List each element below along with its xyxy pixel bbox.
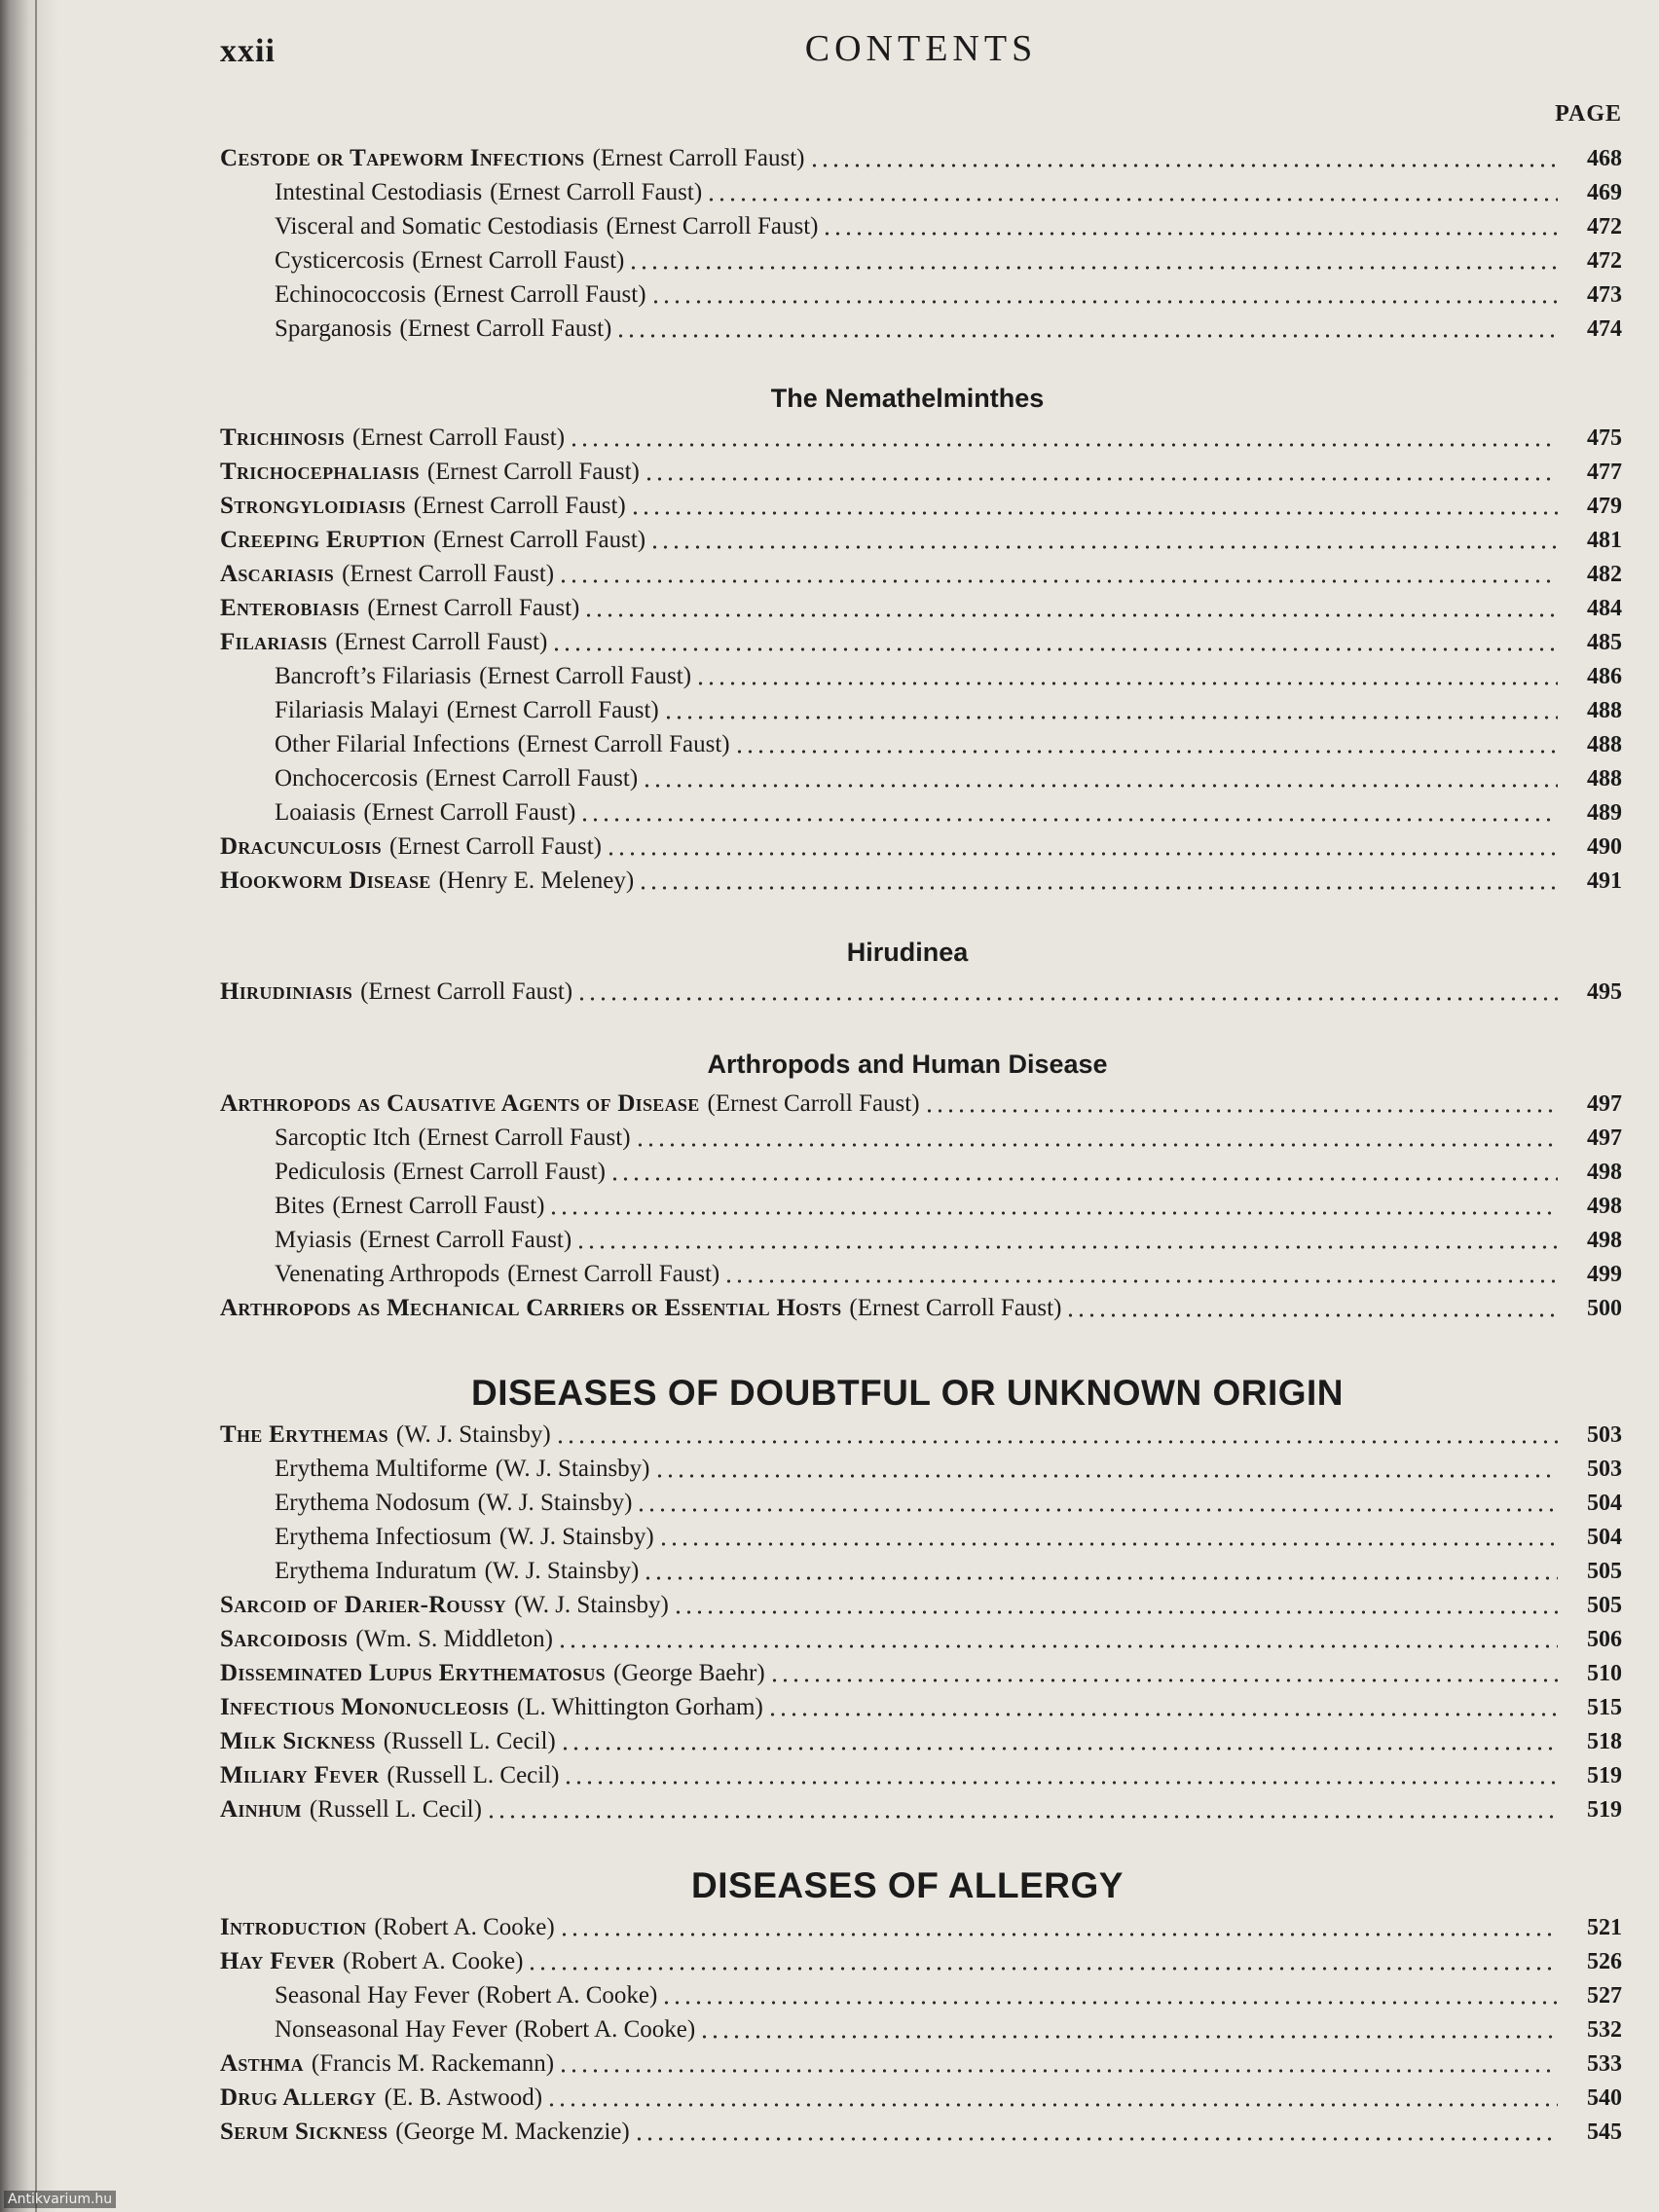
contents-subentry bbox=[220, 1121, 1622, 1155]
major-section-heading: DISEASES OF ALLERGY bbox=[691, 1865, 1124, 1905]
dot-leader bbox=[699, 2035, 1558, 2039]
contents-entry bbox=[220, 1944, 1622, 1978]
entry-page-number: 515 bbox=[1587, 1695, 1622, 1720]
entry-page-number: 482 bbox=[1587, 562, 1622, 587]
entry-title: Milk Sickness bbox=[220, 1728, 376, 1754]
dot-leader bbox=[558, 579, 1558, 583]
entry-page-number: 468 bbox=[1587, 146, 1622, 171]
entry-page-number: 488 bbox=[1587, 698, 1622, 723]
dot-leader bbox=[1065, 1313, 1558, 1317]
entry-title: Visceral and Somatic Cestodiasis bbox=[275, 213, 599, 240]
entry-page-number: 540 bbox=[1587, 2085, 1622, 2111]
section-heading: Hirudinea bbox=[846, 938, 969, 967]
entry-page-number: 484 bbox=[1587, 596, 1622, 621]
section-arthropods bbox=[220, 1042, 1622, 1325]
contents-entry bbox=[220, 1656, 1622, 1690]
contents-list bbox=[220, 1087, 1622, 1325]
entry-title: Serum Sickness bbox=[220, 2119, 388, 2145]
entry-author: (L. Whittington Gorham) bbox=[516, 1694, 763, 1720]
dot-leader bbox=[723, 1279, 1558, 1283]
section-heading: Arthropods and Human Disease bbox=[707, 1050, 1108, 1079]
entry-page-number: 489 bbox=[1587, 800, 1622, 826]
contents-subentry bbox=[220, 693, 1622, 727]
entry-page-number: 504 bbox=[1587, 1525, 1622, 1550]
entry-title: Trichocephaliasis bbox=[220, 459, 420, 485]
dot-leader bbox=[809, 164, 1559, 167]
contents-subentry bbox=[220, 1978, 1622, 2012]
entry-author: (Ernest Carroll Faust) bbox=[388, 833, 602, 860]
entry-title: Bites bbox=[275, 1193, 325, 1219]
contents-entry bbox=[220, 2081, 1622, 2115]
section-nemathelminthes bbox=[220, 376, 1622, 898]
entry-title: Arthropods as Causative Agents of Disease bbox=[220, 1090, 700, 1117]
dot-leader bbox=[654, 1474, 1558, 1478]
entry-page-number: 469 bbox=[1587, 180, 1622, 205]
entry-title: Pediculosis bbox=[275, 1159, 386, 1185]
entry-title: Creeping Eruption bbox=[220, 527, 426, 553]
entry-page-number: 485 bbox=[1587, 630, 1622, 655]
entry-title: Erythema Multiforme bbox=[275, 1456, 488, 1482]
contents-subentry bbox=[220, 1223, 1622, 1257]
entry-page-number: 545 bbox=[1587, 2120, 1622, 2145]
entry-title: Hirudiniasis bbox=[220, 978, 353, 1005]
entry-page-number: 504 bbox=[1587, 1491, 1622, 1516]
contents-entry bbox=[220, 489, 1622, 523]
entry-page-number: 497 bbox=[1587, 1091, 1622, 1117]
contents-list bbox=[220, 1418, 1622, 1826]
entry-page-number: 505 bbox=[1587, 1559, 1622, 1584]
entry-author: (Ernest Carroll Faust) bbox=[507, 1261, 720, 1287]
entry-title: Hay Fever bbox=[220, 1948, 336, 1974]
entry-author: (Ernest Carroll Faust) bbox=[479, 663, 692, 689]
entry-author: (W. J. Stainsby) bbox=[495, 1456, 650, 1482]
contents-subentry bbox=[220, 175, 1622, 209]
dot-leader bbox=[630, 511, 1558, 515]
entry-author: (W. J. Stainsby) bbox=[477, 1490, 633, 1516]
contents-entry bbox=[220, 2115, 1622, 2149]
entry-author: (Ernest Carroll Faust) bbox=[490, 179, 703, 205]
section-doubtful-origin bbox=[220, 1369, 1622, 1826]
contents-subentry bbox=[220, 243, 1622, 277]
entry-title: Trichinosis bbox=[220, 424, 346, 451]
contents-entry bbox=[220, 975, 1622, 1009]
dot-leader bbox=[767, 1713, 1558, 1716]
contents-subentry bbox=[220, 1554, 1622, 1588]
entry-author: (Ernest Carroll Faust) bbox=[352, 424, 566, 451]
dot-leader bbox=[615, 334, 1558, 338]
entry-title: Loaiasis bbox=[275, 799, 356, 826]
entry-author: (Ernest Carroll Faust) bbox=[592, 145, 805, 171]
contents-entry bbox=[220, 1418, 1622, 1452]
entry-title: The Erythemas bbox=[220, 1421, 388, 1448]
entry-page-number: 477 bbox=[1587, 460, 1622, 485]
dot-leader bbox=[579, 818, 1558, 822]
dot-leader bbox=[924, 1109, 1558, 1113]
entry-author: (Robert A. Cooke) bbox=[343, 1948, 524, 1974]
dot-leader bbox=[642, 784, 1558, 788]
contents-entry bbox=[220, 523, 1622, 557]
entry-title: Echinococcosis bbox=[275, 281, 426, 308]
entry-title: Seasonal Hay Fever bbox=[275, 1982, 469, 2009]
dot-leader bbox=[527, 1967, 1558, 1971]
entry-page-number: 474 bbox=[1587, 316, 1622, 342]
dot-leader bbox=[658, 1542, 1558, 1546]
entry-author: (Robert A. Cooke) bbox=[374, 1914, 555, 1940]
contents-entry bbox=[220, 1758, 1622, 1792]
dot-leader bbox=[635, 1143, 1558, 1147]
dot-leader bbox=[551, 647, 1558, 651]
entry-title: Cysticercosis bbox=[275, 247, 405, 274]
entry-author: (Francis M. Rackemann) bbox=[311, 2050, 555, 2077]
entry-page-number: 499 bbox=[1587, 1262, 1622, 1287]
contents-subentry bbox=[220, 795, 1622, 830]
dot-leader bbox=[559, 1933, 1558, 1936]
entry-author: (E. B. Astwood) bbox=[384, 2084, 543, 2111]
entry-author: (W. J. Stainsby) bbox=[498, 1524, 654, 1550]
book-spine-shadow bbox=[0, 0, 58, 2212]
entry-page-number: 488 bbox=[1587, 766, 1622, 792]
dot-leader bbox=[575, 1245, 1558, 1249]
entry-page-number: 498 bbox=[1587, 1194, 1622, 1219]
entry-page-number: 505 bbox=[1587, 1593, 1622, 1618]
contents-entry bbox=[220, 1910, 1622, 1944]
entry-author: (George M. Mackenzie) bbox=[395, 2119, 630, 2145]
entry-title: Cestode or Tapeworm Infections bbox=[220, 145, 585, 171]
contents-entry bbox=[220, 830, 1622, 864]
entry-title: Other Filarial Infections bbox=[275, 731, 510, 757]
entry-page-number: 498 bbox=[1587, 1160, 1622, 1185]
entry-page-number: 472 bbox=[1587, 248, 1622, 274]
entry-author: (Ernest Carroll Faust) bbox=[426, 459, 640, 485]
contents-entry bbox=[220, 421, 1622, 455]
contents-entry bbox=[220, 1690, 1622, 1724]
contents-entry bbox=[220, 1724, 1622, 1758]
entry-page-number: 526 bbox=[1587, 1949, 1622, 1974]
entry-page-number: 495 bbox=[1587, 979, 1622, 1005]
dot-leader bbox=[569, 443, 1558, 447]
contents-entry bbox=[220, 557, 1622, 591]
dot-leader bbox=[649, 545, 1558, 549]
entry-author: (George Baehr) bbox=[612, 1660, 765, 1686]
contents-subentry bbox=[220, 1155, 1622, 1189]
contents-subentry bbox=[220, 209, 1622, 243]
entry-author: (W. J. Stainsby) bbox=[514, 1592, 669, 1618]
entry-page-number: 473 bbox=[1587, 282, 1622, 308]
entry-title: Ainhum bbox=[220, 1796, 302, 1823]
entry-title: Ascariasis bbox=[220, 561, 335, 587]
dot-leader bbox=[634, 2137, 1558, 2141]
entry-title: Intestinal Cestodiasis bbox=[275, 179, 483, 205]
dot-leader bbox=[609, 1177, 1558, 1181]
entry-author: (Ernest Carroll Faust) bbox=[849, 1295, 1062, 1321]
entry-title: Disseminated Lupus Erythematosus bbox=[220, 1660, 606, 1686]
entry-page-number: 527 bbox=[1587, 1983, 1622, 2009]
entry-page-number: 519 bbox=[1587, 1763, 1622, 1788]
entry-title: Miliary Fever bbox=[220, 1762, 380, 1788]
dot-leader bbox=[548, 1211, 1558, 1215]
entry-page-number: 479 bbox=[1587, 494, 1622, 519]
entry-author: (Russell L. Cecil) bbox=[309, 1796, 482, 1823]
dot-leader bbox=[555, 1440, 1558, 1444]
entry-author: (Wm. S. Middleton) bbox=[355, 1626, 553, 1652]
contents-subentry bbox=[220, 761, 1622, 795]
entry-author: (Robert A. Cooke) bbox=[514, 2016, 696, 2043]
dot-leader bbox=[734, 750, 1558, 754]
contents-entry bbox=[220, 1792, 1622, 1826]
dot-leader bbox=[557, 1644, 1558, 1648]
entry-title: Erythema Induratum bbox=[275, 1558, 477, 1584]
dot-leader bbox=[673, 1610, 1558, 1614]
entry-page-number: 486 bbox=[1587, 664, 1622, 689]
entry-page-number: 472 bbox=[1587, 214, 1622, 240]
dot-leader bbox=[650, 300, 1558, 304]
contents-entry bbox=[220, 1087, 1622, 1121]
contents-entry bbox=[220, 864, 1622, 898]
dot-leader bbox=[558, 2069, 1558, 2073]
contents-entry bbox=[220, 1588, 1622, 1622]
entry-author: (Ernest Carroll Faust) bbox=[413, 493, 626, 519]
contents-list bbox=[220, 141, 1622, 346]
entry-author: (Russell L. Cecil) bbox=[383, 1728, 556, 1754]
dot-leader bbox=[695, 682, 1558, 685]
entry-page-number: 519 bbox=[1587, 1797, 1622, 1823]
dot-leader bbox=[583, 613, 1558, 617]
entry-page-number: 503 bbox=[1587, 1456, 1622, 1482]
dot-leader bbox=[576, 997, 1558, 1001]
entry-author: (Ernest Carroll Faust) bbox=[335, 629, 548, 655]
entry-page-number: 506 bbox=[1587, 1627, 1622, 1652]
dot-leader bbox=[661, 2001, 1558, 2005]
entry-title: Enterobiasis bbox=[220, 595, 360, 621]
entry-title: Sarcoidosis bbox=[220, 1626, 349, 1652]
entry-author: (Ernest Carroll Faust) bbox=[359, 1227, 572, 1253]
contents-subentry bbox=[220, 277, 1622, 312]
dot-leader bbox=[486, 1815, 1558, 1819]
dot-leader bbox=[636, 1508, 1558, 1512]
entry-title: Dracunculosis bbox=[220, 833, 382, 860]
entry-author: (W. J. Stainsby) bbox=[484, 1558, 640, 1584]
section-cestodes bbox=[220, 141, 1622, 346]
dot-leader bbox=[769, 1678, 1558, 1682]
entry-author: (Ernest Carroll Faust) bbox=[367, 595, 580, 621]
contents-entry bbox=[220, 1622, 1622, 1656]
dot-leader bbox=[560, 1747, 1558, 1751]
entry-page-number: 533 bbox=[1587, 2051, 1622, 2077]
entry-title: Asthma bbox=[220, 2050, 304, 2077]
entry-title: Nonseasonal Hay Fever bbox=[275, 2016, 507, 2043]
contents-list bbox=[220, 975, 1622, 1009]
entry-page-number: 488 bbox=[1587, 732, 1622, 757]
entry-title: Venenating Arthropods bbox=[275, 1261, 500, 1287]
page-column-label: PAGE bbox=[1555, 101, 1622, 127]
entry-author: (Ernest Carroll Faust) bbox=[425, 765, 639, 792]
entry-title: Onchocercosis bbox=[275, 765, 419, 792]
entry-title: Sparganosis bbox=[275, 315, 392, 342]
entry-title: Arthropods as Mechanical Carriers or Essential Hosts bbox=[220, 1295, 842, 1321]
entry-page-number: 490 bbox=[1587, 834, 1622, 860]
contents-list bbox=[220, 421, 1622, 898]
entry-author: (Ernest Carroll Faust) bbox=[517, 731, 730, 757]
dot-leader bbox=[546, 2103, 1558, 2107]
entry-author: (Ernest Carroll Faust) bbox=[360, 978, 573, 1005]
section-allergy bbox=[220, 1862, 1622, 2149]
section-hirudinea bbox=[220, 930, 1622, 1009]
contents-subentry bbox=[220, 2012, 1622, 2046]
dot-leader bbox=[822, 232, 1558, 236]
entry-page-number: 491 bbox=[1587, 868, 1622, 894]
entry-title: Filariasis bbox=[220, 629, 328, 655]
entry-author: (Ernest Carroll Faust) bbox=[606, 213, 819, 240]
contents-subentry bbox=[220, 1520, 1622, 1554]
entry-title: Strongyloidiasis bbox=[220, 493, 406, 519]
entry-author: (Robert A. Cooke) bbox=[476, 1982, 658, 2009]
entry-page-number: 503 bbox=[1587, 1422, 1622, 1448]
watermark-logo: Antikvarium.hu bbox=[4, 2191, 116, 2208]
entry-author: (Russell L. Cecil) bbox=[387, 1762, 560, 1788]
entry-author: (Ernest Carroll Faust) bbox=[363, 799, 576, 826]
contents-entry bbox=[220, 591, 1622, 625]
entry-page-number: 518 bbox=[1587, 1729, 1622, 1754]
contents-subentry bbox=[220, 1257, 1622, 1291]
section-heading: The Nemathelminthes bbox=[770, 384, 1045, 413]
entry-title: Myiasis bbox=[275, 1227, 352, 1253]
entry-title: Infectious Mononucleosis bbox=[220, 1694, 509, 1720]
book-gutter-line bbox=[35, 0, 37, 2212]
entry-author: (W. J. Stainsby) bbox=[395, 1421, 551, 1448]
entry-author: (Henry E. Meleney) bbox=[438, 867, 635, 894]
entry-title: Drug Allergy bbox=[220, 2084, 377, 2111]
dot-leader bbox=[663, 716, 1558, 719]
dot-leader bbox=[706, 198, 1558, 202]
dot-leader bbox=[563, 1781, 1558, 1785]
entry-title: Erythema Infectiosum bbox=[275, 1524, 492, 1550]
entry-author: (Ernest Carroll Faust) bbox=[392, 1159, 606, 1185]
entry-title: Sarcoid of Darier-Roussy bbox=[220, 1592, 507, 1618]
entry-page-number: 497 bbox=[1587, 1125, 1622, 1151]
contents-entry bbox=[220, 141, 1622, 175]
entry-author: (Ernest Carroll Faust) bbox=[332, 1193, 545, 1219]
contents-subentry bbox=[220, 1486, 1622, 1520]
contents-subentry bbox=[220, 1452, 1622, 1486]
dot-leader bbox=[638, 886, 1558, 890]
entry-title: Introduction bbox=[220, 1914, 367, 1940]
page-title: CONTENTS bbox=[804, 28, 1038, 69]
contents-subentry bbox=[220, 312, 1622, 346]
entry-page-number: 475 bbox=[1587, 425, 1622, 451]
contents-subentry bbox=[220, 1189, 1622, 1223]
dot-leader bbox=[643, 1576, 1558, 1580]
entry-title: Bancroft’s Filariasis bbox=[275, 663, 472, 689]
entry-page-number: 521 bbox=[1587, 1915, 1622, 1940]
entry-title: Filariasis Malayi bbox=[275, 697, 439, 723]
entry-author: (Ernest Carroll Faust) bbox=[446, 697, 659, 723]
entry-page-number: 510 bbox=[1587, 1661, 1622, 1686]
entry-page-number: 498 bbox=[1587, 1228, 1622, 1253]
entry-author: (Ernest Carroll Faust) bbox=[433, 527, 646, 553]
contents-entry bbox=[220, 1291, 1622, 1325]
contents-entry bbox=[220, 2046, 1622, 2081]
major-section-heading: DISEASES OF DOUBTFUL OR UNKNOWN ORIGIN bbox=[470, 1373, 1345, 1413]
entry-author: (Ernest Carroll Faust) bbox=[707, 1090, 920, 1117]
contents-page bbox=[220, 0, 1622, 2212]
entry-page-number: 532 bbox=[1587, 2017, 1622, 2043]
entry-title: Erythema Nodosum bbox=[275, 1490, 470, 1516]
dot-leader bbox=[606, 852, 1558, 856]
dot-leader bbox=[644, 477, 1558, 481]
contents-entry bbox=[220, 625, 1622, 659]
contents-list bbox=[220, 1910, 1622, 2149]
entry-author: (Ernest Carroll Faust) bbox=[433, 281, 646, 308]
dot-leader bbox=[628, 266, 1558, 270]
entry-page-number: 481 bbox=[1587, 528, 1622, 553]
entry-page-number: 500 bbox=[1587, 1296, 1622, 1321]
entry-title: Sarcoptic Itch bbox=[275, 1124, 411, 1151]
entry-author: (Ernest Carroll Faust) bbox=[412, 247, 625, 274]
entry-author: (Ernest Carroll Faust) bbox=[418, 1124, 631, 1151]
page-folio: xxii bbox=[220, 33, 276, 69]
contents-entry bbox=[220, 455, 1622, 489]
entry-author: (Ernest Carroll Faust) bbox=[342, 561, 555, 587]
contents-subentry bbox=[220, 659, 1622, 693]
entry-author: (Ernest Carroll Faust) bbox=[399, 315, 612, 342]
contents-subentry bbox=[220, 727, 1622, 761]
entry-title: Hookworm Disease bbox=[220, 867, 431, 894]
